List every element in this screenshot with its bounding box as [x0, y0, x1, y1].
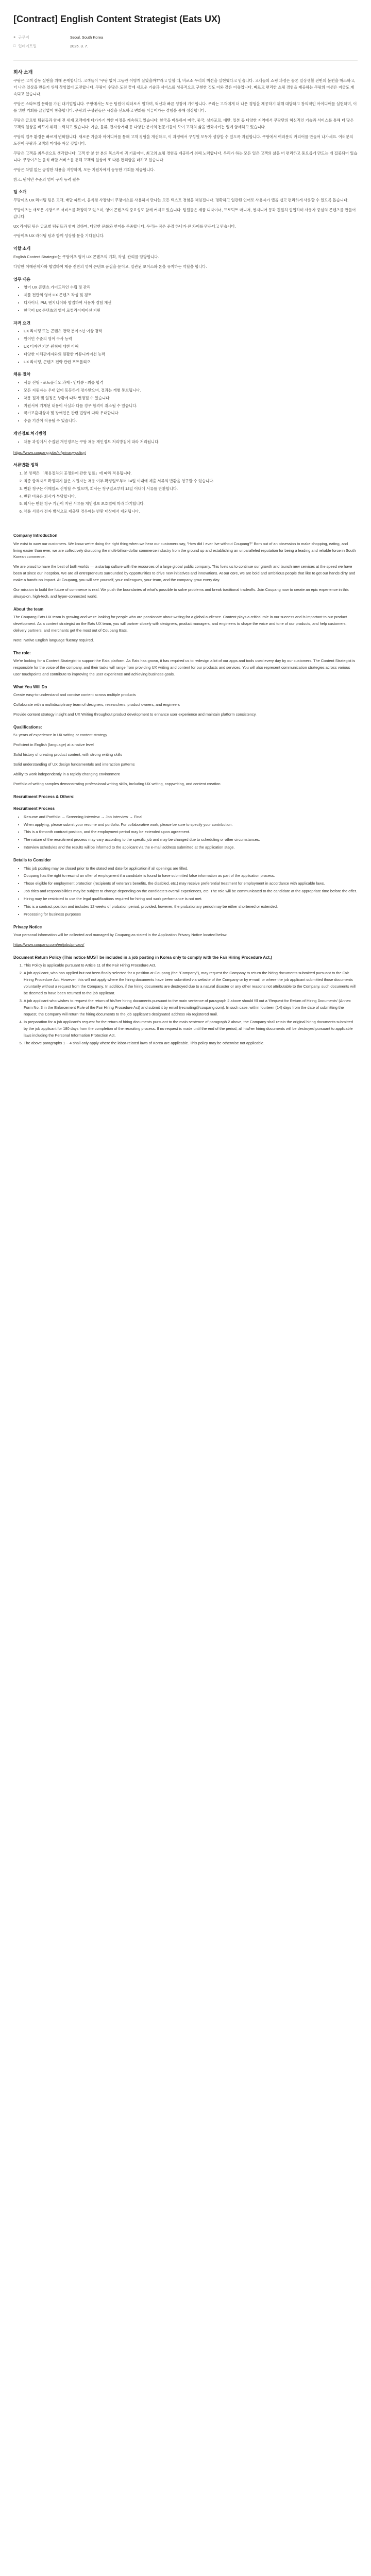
list-item: • Processing for business purposes — [24, 911, 358, 918]
list-item: • Job titles and responsibilities may be subject to change depending on the candidate's overall experiences, etc. The role will be communicated to the candidate at the appropriate time before the offer. — [24, 888, 358, 895]
list-item: • 제품 전반의 영어 UX 콘텐츠 작성 및 검토 — [24, 292, 358, 299]
paragraph: Ability to work independently in a rapidly changing environment — [13, 772, 120, 777]
property-value: Seoul, South Korea — [70, 35, 104, 40]
list-item: • This is a contract position and includes 12 weeks of probation period, provided, however, the probationary period may be either shortened or extended. — [24, 904, 358, 910]
property-label: 업데이트일 — [18, 43, 37, 48]
property-location — [13, 33, 358, 42]
list-item: • 한국어 UX 콘텐츠의 영어 로컬라이제이션 지원 — [24, 308, 358, 314]
bullet-list — [13, 866, 358, 919]
calendar-icon: □ — [13, 44, 16, 48]
list-item: 3. 반환 청구는 이메일로 신청할 수 있으며, 회사는 청구일로부터 14일 이내에 서류를 반환합니다. — [24, 486, 358, 493]
paragraph: 쿠팡은 글로벌 팀원들과 함께 전 세계 고객에게 다가가기 위한 여정을 계속하고 있습니다. 한국을 비롯하여 미국, 중국, 싱가포르, 대만, 일본 등 다양한 지역에서 쿠팡만의 혁신적인 기술과 서비스를 통해 더 많은 고객의 일상을 바꾸기 위해 노력하고 있습니다. 기술, 물류, 전자상거래 등 다양한 분야의 전문가들이 모여 고객의 삶을 변화시키는 일에 함께하고 있습니다. — [13, 117, 354, 129]
location-icon: ● — [13, 35, 16, 39]
list-item: 2. A job applicant, who has applied but not been finally selected for a position at Coupang (the "Company"), may request the Company to return the hiring documents submitted pursuant to the Fair Hiring Procedure Act. However, this will not apply where the hiring documents have been submitted via website of the Company or by e-mail, or where the job applicant submitted those documents voluntarily without a request from the Company. In addition, if the hiring documents are destroyed due to a natural disaster or any other reasons not attributable to the Company, such documents will be deemed to have been returned to the job applicant. — [24, 970, 358, 997]
list-item: • UX 디자인 기본 원칙에 대한 이해 — [24, 344, 358, 350]
list-item: 4. In preparation for a job applicant's request for the return of hiring documents pursuant to the main sentence of paragraph 2 above, the Company shall retain the original hiring documents submitted by the job applicant for 180 days from the completion of the recruiting process. If no request is made until the end of the period, all his/her hiring documents will be destroyed pursuant to applicable laws including the Personal Information Protection Act. — [24, 1019, 358, 1039]
list-item: • 지원서에 기재된 내용이 사실과 다를 경우 합격이 취소될 수 있습니다. — [24, 403, 358, 410]
paragraph: Proficient in English (language) at a native level — [13, 742, 94, 748]
paragraph: We are proud to have the best of both worlds — a startup culture with the resources of a large global public company. This fuels us to continue our growth and launch new services at the speed we have been at since our inception. We are all entrepreneurs surrounded by opportunities to drive new initiatives and innovations. At our core, we are bold and ambitious people that like to get our hands dirty and make a hands-on impact. At Coupang, you will see yourself, your colleagues, your team, and the company grow every day. — [13, 564, 356, 583]
list-item: • UX 라이팅 또는 콘텐츠 전략 분야 5년 이상 경력 — [24, 328, 358, 335]
paragraph: Our mission to build the future of commerce is real. We push the boundaries of what's possible to solve problems and break traditional tradeoffs. Join Coupang now to create an epic experience in this always-on, high-tech, and hyper-connected world. — [13, 587, 349, 599]
paragraph: Collaborate with a multidisciplinary team of designers, researchers, product owners, and engineers — [13, 702, 180, 707]
section-heading: The role: — [13, 651, 31, 656]
paragraph: We're looking for a Content Strategist to support the Eats platform. As Eats has grown, it has required us to redesign a lot of our apps and tools used every day by our customers. The Content Strategist is responsible for the voice of the company, and their tasks will range from providing UX writing and content for our products and services. You will also represent communication strategies across various user touchpoints and contribute to improving the user experience and achieving business goals. — [13, 658, 356, 677]
list-item: 3. A job applicant who wishes to request the return of his/her hiring documents pursuant to the main sentence of paragraph 2 above should fill out a 'Request for Return of Hiring Documents' (Annex Form No. 3 in the Enforcement Rule of the Fair Hiring Procedure Act) and submit it by email (recruiting@coupang.com). In such case, within fourteen (14) days from the date of submitting the request, the Company will return the hiring documents to the job applicant's designated address via registered mail. — [24, 998, 358, 1018]
bullet-list — [13, 439, 358, 446]
paragraph: UX 라이팅 팀은 글로벌 팀원들과 함께 일하며, 다양한 문화와 언어를 존중합니다. 우리는 작은 문장 하나가 큰 차이를 만든다고 믿습니다. — [13, 224, 236, 229]
list-item: • 수습 기간이 적용될 수 있습니다. — [24, 418, 358, 425]
properties-panel — [13, 33, 358, 51]
paragraph: We exist to wow our customers. We know we're doing the right thing when we hear our customers say, "How did I ever live without Coupang?" Born out of an obsession to make shopping, eating, and living easier than ever, we are collectively disrupting the multi-billion-dollar commerce industry from the ground up and establishing an unparalleled reputation for being a leading and reliable force in South Korean commerce. — [13, 541, 356, 560]
section-heading: About the team — [13, 607, 44, 612]
numbered-list — [13, 962, 358, 1046]
list-item: • When applying, please submit your resume and portfolio. For collaborative work, please be sure to specify your contribution. — [24, 822, 358, 828]
list-item: • Interview schedules and the results will be informed to the applicant via the e-mail address submitted at the application stage. — [24, 844, 358, 851]
list-item: • 채용 절차 및 일정은 상황에 따라 변경될 수 있습니다. — [24, 395, 358, 402]
paragraph: 쿠팡이츠 UX 라이팅 팀과 함께 성장할 분을 기다립니다. — [13, 233, 105, 239]
paragraph: 쿠팡은 스타트업 문화를 가진 대기업입니다. 쿠팡에서는 모든 팀원이 리더로서 일하며, 혁신과 빠른 성장에 기여합니다. 우리는 고객에게 더 나은 경험을 제공하기 위해 대담하고 창의적인 아이디어를 실현하며, 이를 위한 기회를 끊임없이 창출합니다. 쿠팡의 구성원들은 시장을 선도하고 변화를 이끌어가는 경험을 통해 성장합니다. — [13, 101, 357, 113]
section-subheading: Recruitment Process — [13, 806, 55, 811]
list-item: 5. The above paragraphs 1 ~ 4 shall only apply where the labor-related laws of Korea are applicable. This policy may be otherwise not applicable. — [24, 1040, 358, 1047]
paragraph: Solid understanding of UX design fundamentals and interaction patterns — [13, 762, 135, 767]
list-item: • 원어민 수준의 영어 구사 능력 — [24, 336, 358, 343]
paragraph: Provide content strategy insight and UX Writing throughout product development to enhance user experience and maintain platform consistency. — [13, 712, 257, 717]
korean-content — [13, 69, 358, 516]
list-item: • 서류 전형 - 포트폴리오 과제 - 인터뷰 - 최종 합격 — [24, 380, 358, 386]
list-item: • 디자이너, PM, 엔지니어와 협업하여 사용자 경험 개선 — [24, 300, 358, 307]
bullet-list — [13, 814, 358, 852]
list-item: • UX 라이팅, 콘텐츠 전략 관련 포트폴리오 — [24, 359, 358, 366]
list-item: 6. 채용 서류가 전자 방식으로 제출된 경우에는 반환 대상에서 제외됩니다. — [24, 509, 358, 515]
list-item: 2. 최종 합격자로 확정되지 않은 지원자는 채용 여부 확정일로부터 14일 이내에 제출 서류의 반환을 청구할 수 있습니다. — [24, 478, 358, 485]
section-heading: Qualifications: — [13, 725, 42, 730]
section-heading: 역할 소개 — [13, 246, 31, 251]
privacy-link[interactable]: https://www.coupang.com/en/jobs/privacy/ — [13, 942, 85, 947]
section-heading: Recruitment Process & Others: — [13, 794, 75, 800]
list-item: • 모든 지원자는 우대 없이 동등하게 평가받으며, 결과는 개별 통보됩니다. — [24, 387, 358, 394]
list-item: 1. This Policy is applicable pursuant to Article 11 of the Fair Hiring Procedure Act. — [24, 962, 358, 969]
section-heading: 자격 요건 — [13, 320, 31, 326]
paragraph: 참고: 원어민 수준의 영어 구사 능력 필수 — [13, 177, 80, 182]
numbered-list — [13, 470, 358, 516]
section-heading: 업무 내용 — [13, 277, 31, 282]
paragraph: 쿠팡이츠 UX 라이팅 팀은 고객, 배달 파트너, 음식점 사장님이 쿠팡이츠를 사용하며 만나는 모든 텍스트 경험을 책임집니다. 명확하고 일관된 언어로 사용자가 앱을 쉽고 편리하게 사용할 수 있도록 돕습니다. — [13, 197, 349, 202]
list-item: • Hiring may be restricted to use the legal qualifications required for hiring and work performance is not met. — [24, 896, 358, 903]
section-heading: What You Will Do — [13, 685, 47, 690]
list-item: • The nature of the recruitment process may vary according to the specific job and may be changed due to scheduling or other circumstances. — [24, 837, 358, 843]
paragraph: 쿠팡은 고객을 최우선으로 생각합니다. 고객 한 분 한 분의 목소리에 귀 기울이며, 최고의 쇼핑 경험을 제공하기 위해 노력합니다. 우리가 하는 모든 일은 고객의 삶을 더 편리하고 풍요롭게 만드는 데 집중되어 있습니다. 쿠팡이츠는 음식 배달 서비스를 통해 고객의 일상에 또 다른 편리함을 더하고 있습니다. — [13, 150, 358, 162]
property-label: 근무지 — [18, 35, 29, 40]
list-item: • 다양한 이해관계자와의 원활한 커뮤니케이션 능력 — [24, 351, 358, 358]
property-value: 2025. 3. 7. — [70, 43, 88, 48]
section-subheading: Document Return Policy (This notice MUST be included in a job posting in Korea only to comply with the Fair Hiring Procedure Act.) — [13, 955, 272, 960]
section-heading: 팀 소개 — [13, 190, 27, 195]
divider — [13, 60, 358, 61]
list-item: • Those eligible for employment protection (recipients of veteran's benefits, the disabled, etc.) may receive preferential treatment for employment in accordance with applicable laws. — [24, 880, 358, 887]
paragraph: Create easy-to-understand and concise content across multiple products — [13, 692, 136, 698]
job-posting-page — [0, 0, 371, 1092]
paragraph: The Coupang Eats UX team is growing and we're looking for people who are passionate about writing for a global audience. Content plays a critical role in our success and is important to our product development. As a content strategist on the Eats UX team, you will partner closely with designers, product managers, and engineers to shape the voice and tone of our products, and help customers, delivery partners, and merchants get the most out of Coupang Eats. — [13, 615, 347, 633]
section-subheading: Privacy Notice — [13, 925, 42, 930]
list-item: 5. 회사는 반환 청구 기간이 지난 서류를 개인정보 보호법에 따라 파기합니다. — [24, 501, 358, 507]
list-item: • This is a 6-month contract position, and the employment period may be extended upon agreement. — [24, 829, 358, 836]
page-title: [Contract] English Content Strategist (Eats UX) — [13, 14, 221, 24]
section-heading: 채용 절차 — [13, 372, 31, 377]
list-item: 4. 반환 비용은 회사가 부담합니다. — [24, 494, 358, 500]
paragraph: 쿠팡은 차별 없는 공정한 채용을 지향하며, 모든 지원자에게 동등한 기회를 제공합니다. — [13, 167, 155, 172]
section-heading: 회사 소개 — [13, 69, 33, 75]
paragraph: 쿠팡은 고객 감동 실현을 위해 존재합니다. 고객들이 "쿠팡 없이 그동안 어떻게 살았을까?"라고 말할 때, 비로소 우리의 미션을 실현했다고 믿습니다. 고객들의 쇼핑 과정은 물론 일상생활 전반의 불편을 해소하고, 더 나은 일상을 만들기 위해 끊임없이 도전합니다. 쿠팡이 수많은 도전 끝에 새로운 기술과 서비스를 성공적으로 구현한 것도 이와 같은 이유입니다. 빠르고 편리한 쇼핑 경험을 제공하는 쿠팡의 미션은 지금도 계속되고 있습니다. — [13, 78, 356, 96]
list-item: • This job posting may be closed prior to the stated end date for application if all openings are filled. — [24, 866, 358, 872]
paragraph: Solid history of creating product content, with strong writing skills — [13, 752, 123, 757]
list-item: • Coupang has the right to rescind an offer of employment if a candidate is found to have submitted false information as part of the application process. — [24, 873, 358, 879]
paragraph: Your personal information will be collected and managed by Coupang as stated in the Application Privacy Notice located below. — [13, 933, 228, 938]
list-item: • Resume and Portfolio → Screening Interview → Job Interview → Final — [24, 814, 358, 821]
bullet-list — [13, 328, 358, 366]
section-heading: Company Introduction — [13, 533, 58, 538]
property-updated — [13, 42, 358, 51]
paragraph: 쿠팡이츠는 새로운 시장으로 서비스를 확장하고 있으며, 영어 콘텐츠의 중요성도 함께 커지고 있습니다. 팀원들은 제품 디자이너, 프로덕트 매니저, 엔지니어 등과 긴밀히 협업하며 사용자 중심의 콘텐츠를 만들어 갑니다. — [13, 207, 356, 219]
section-heading: 서류반환 정책 — [13, 463, 39, 468]
paragraph: Portfolio of writing samples demonstrating professional writing skills, including UX writing, copywriting, and content creation — [13, 782, 221, 787]
section-subheading: Details to Consider — [13, 858, 51, 863]
bullet-list — [13, 380, 358, 425]
paragraph: 5+ years of experience in UX writing or content strategy — [13, 733, 107, 738]
bullet-list — [13, 284, 358, 314]
paragraph: Note: Native English language fluency required. — [13, 638, 94, 643]
list-item: • 채용 과정에서 수집된 개인정보는 쿠팡 채용 개인정보 처리방침에 따라 처리됩니다. — [24, 439, 358, 446]
english-content — [13, 533, 358, 1047]
privacy-link[interactable]: https://www.coupang.jobs/kr/privacy-policy/ — [13, 450, 86, 455]
list-item: 1. 본 정책은 「채용절차의 공정화에 관한 법률」에 따라 적용됩니다. — [24, 470, 358, 477]
paragraph: English Content Strategist는 쿠팡이츠 영어 UX 콘텐츠의 기획, 작성, 관리를 담당합니다. — [13, 254, 159, 259]
list-item: • 국가보훈대상자 및 장애인은 관련 법령에 따라 우대합니다. — [24, 410, 358, 417]
paragraph: 다양한 이해관계자와 협업하여 제품 전반의 영어 콘텐츠 품질을 높이고, 일관된 보이스와 톤을 유지하는 역할을 합니다. — [13, 264, 207, 269]
paragraph: 쿠팡의 업무 환경은 빠르게 변화합니다. 새로운 기술과 아이디어를 통해 고객 경험을 개선하고, 이 과정에서 구성원 모두가 성장할 수 있도록 지원합니다. 쿠팡에서 여러분의 커리어를 만들어 나가세요. 여러분의 도전이 쿠팡과 고객의 미래를 바꿀 것입니다. — [13, 134, 353, 146]
section-heading: 개인정보 처리방침 — [13, 431, 47, 436]
list-item: • 영어 UX 콘텐츠 가이드라인 수립 및 관리 — [24, 284, 358, 291]
